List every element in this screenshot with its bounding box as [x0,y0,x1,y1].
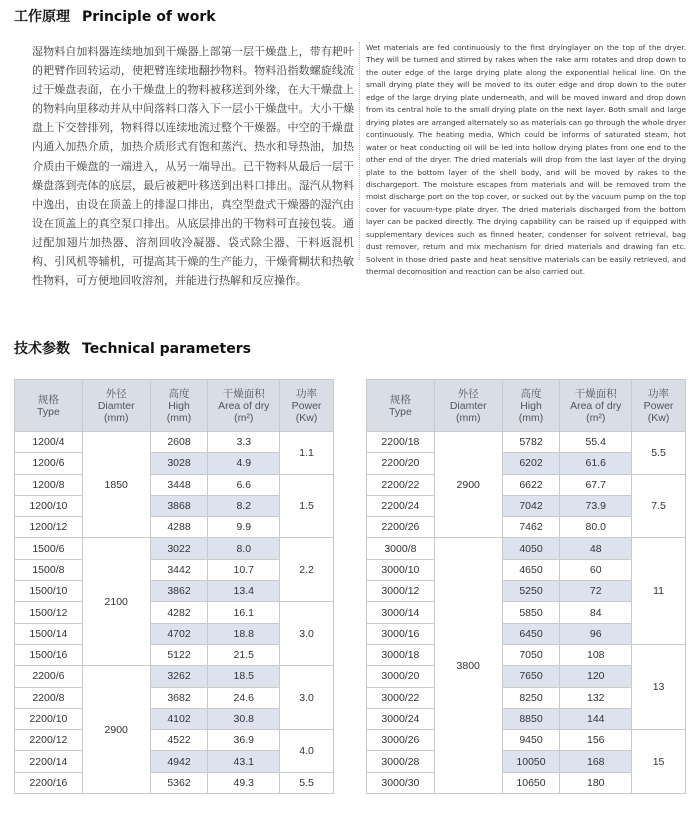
cell-high: 10050 [502,751,560,772]
header-text: Area of dry [570,399,622,412]
cell-type: 3000/24 [367,708,435,729]
cell-area: 55.4 [560,432,632,453]
cell-high: 4942 [150,751,208,772]
cell-area: 10.7 [208,559,280,580]
header-text: 功率 [648,387,670,400]
cell-area: 67.7 [560,474,632,495]
col-header-area [208,380,280,432]
header-text: 规格 [37,393,59,406]
cell-area: 61.6 [560,453,632,474]
cell-area: 21.5 [208,644,280,665]
cell-area: 96 [560,623,632,644]
cell-high: 3442 [150,559,208,580]
cell-area: 108 [560,644,632,665]
header-text: Area of dry [218,399,270,412]
header-text: Power [291,399,322,412]
cell-type: 1200/10 [15,495,83,516]
cell-high: 7042 [502,495,560,516]
col-header-diameter [82,380,150,432]
cell-type: 3000/14 [367,602,435,623]
table-row [15,432,334,453]
cell-high: 4522 [150,730,208,751]
cell-high: 3448 [150,474,208,495]
cell-high: 8250 [502,687,560,708]
cell-power: 3.0 [280,602,334,666]
cell-type: 3000/20 [367,666,435,687]
cell-type: 2200/12 [15,730,83,751]
cell-power: 1.1 [280,432,334,475]
cell-diameter: 3800 [434,538,502,794]
header-text: 外径 [105,387,127,400]
cell-type: 1500/6 [15,538,83,559]
cell-high: 5250 [502,581,560,602]
table-header-row [15,380,334,432]
header-text: (mm) [455,411,481,424]
cell-high: 4102 [150,708,208,729]
cell-area: 120 [560,666,632,687]
cell-type: 2200/6 [15,666,83,687]
cell-type: 2200/20 [367,453,435,474]
cell-area: 43.1 [208,751,280,772]
cell-area: 8.0 [208,538,280,559]
cell-type: 2200/14 [15,751,83,772]
cell-high: 5362 [150,772,208,793]
cell-type: 1500/16 [15,644,83,665]
col-header-high [502,380,560,432]
cell-area: 168 [560,751,632,772]
cell-type: 1500/14 [15,623,83,644]
header-text: (m²) [586,411,606,424]
cell-high: 5850 [502,602,560,623]
section-heading-principle [14,6,216,26]
cell-area: 84 [560,602,632,623]
header-text: Type [389,405,412,418]
heading-zh: 工作原理 [14,9,70,25]
cell-area: 3.3 [208,432,280,453]
cell-diameter: 1850 [82,432,150,538]
cell-power: 11 [632,538,686,644]
cell-high: 7050 [502,644,560,665]
cell-power: 15 [632,730,686,794]
header-text: 干燥面积 [574,387,617,400]
cell-area: 156 [560,730,632,751]
header-text: (mm) [166,411,192,424]
table-row [15,538,334,559]
cell-high: 7650 [502,666,560,687]
cell-area: 144 [560,708,632,729]
cell-high: 6622 [502,474,560,495]
cell-area: 18.8 [208,623,280,644]
header-text: 规格 [389,393,411,406]
table-row [367,432,686,453]
cell-area: 36.9 [208,730,280,751]
cell-diameter: 2900 [82,666,150,794]
cell-high: 3682 [150,687,208,708]
cell-type: 3000/26 [367,730,435,751]
cell-area: 4.9 [208,453,280,474]
header-text: 干燥面积 [222,387,265,400]
cell-high: 4050 [502,538,560,559]
header-text: Type [37,405,60,418]
col-header-diameter [434,380,502,432]
cell-type: 2200/10 [15,708,83,729]
cell-power: 2.2 [280,538,334,602]
header-text: Diamter [97,399,135,412]
cell-type: 2200/22 [367,474,435,495]
section-heading-parameters [14,338,251,358]
header-text: High [520,399,542,412]
cell-high: 3262 [150,666,208,687]
table-row [367,644,686,665]
table-row [367,538,686,559]
table-row [15,730,334,751]
cell-type: 3000/8 [367,538,435,559]
principle-text-zh: 湿物料自加料器连续地加到干燥器上部第一层干燥盘上，带有耙叶的耙臂作回转运动，使耙臂连续地翻抄物料。物料沿指数螺旋线流过干燥盘表面，在小干燥盘上的物料被移送到外缘，在大干燥盘上的物料向里移动并从中间落料口落入下一层小干燥盘中。大小干燥盘上下交替排列，物料得以连续地流过整个干燥器。中空的干燥盘内通入加热介质，加热介质形式有饱和蒸汽、热水和导热油，加热介质由干燥盘的一端进入，从另一端导出。已干物料从最后一层干燥盘落到壳体的底层，最后被耙叶移送到出料口排出。湿汽从物料中逸出，由设在顶盖上的排湿口排出，真空型盘式干燥器的湿汽由设在顶盖上的真空泵口排出。从底层排出的干物料可直接包装。通过配加翅片加热器、溶剂回收冷凝器、袋式除尘器、干料返混机构、引风机等辅机，可提高其干燥的生产能力，干燥膏糊状和热敏性物料，可方便地回收溶剂，并能进行热解和反应操作。 [32,45,354,288]
cell-type: 2200/26 [367,517,435,538]
header-text: 外径 [457,387,479,400]
cell-high: 5122 [150,644,208,665]
cell-high: 4282 [150,602,208,623]
header-text: 高度 [168,387,190,400]
header-text: (mm) [518,411,544,424]
col-header-power [280,380,334,432]
cell-area: 9.9 [208,517,280,538]
cell-area: 13.4 [208,581,280,602]
cell-area: 16.1 [208,602,280,623]
header-text: High [168,399,190,412]
cell-type: 2200/18 [367,432,435,453]
cell-area: 73.9 [560,495,632,516]
cell-high: 9450 [502,730,560,751]
header-text: (Kw) [647,411,670,424]
cell-type: 1200/4 [15,432,83,453]
cell-type: 2200/16 [15,772,83,793]
cell-area: 80.0 [560,517,632,538]
cell-high: 4702 [150,623,208,644]
header-text: (Kw) [295,411,318,424]
cell-power: 3.0 [280,666,334,730]
cell-high: 3868 [150,495,208,516]
cell-area: 6.6 [208,474,280,495]
cell-area: 24.6 [208,687,280,708]
cell-high: 8850 [502,708,560,729]
cell-area: 180 [560,772,632,793]
cell-high: 2608 [150,432,208,453]
table-row [367,730,686,751]
table-row [367,474,686,495]
header-text: Diamter [449,399,487,412]
cell-power: 4.0 [280,730,334,773]
cell-high: 10650 [502,772,560,793]
cell-area: 72 [560,581,632,602]
cell-area: 18.5 [208,666,280,687]
cell-type: 3000/18 [367,644,435,665]
cell-type: 3000/12 [367,581,435,602]
cell-area: 132 [560,687,632,708]
cell-high: 7462 [502,517,560,538]
cell-area: 30.8 [208,708,280,729]
cell-type: 3000/28 [367,751,435,772]
table-row [15,666,334,687]
cell-area: 49.3 [208,772,280,793]
header-text: 高度 [520,387,542,400]
cell-high: 3028 [150,453,208,474]
heading-en: Technical parameters [82,341,251,357]
cell-high: 6202 [502,453,560,474]
column-divider [359,42,360,260]
heading-zh: 技术参数 [14,341,70,357]
parameters-table-right [366,379,686,794]
cell-power: 7.5 [632,474,686,538]
table-row [15,772,334,793]
cell-power: 5.5 [632,432,686,475]
heading-en: Principle of work [82,9,216,25]
col-header-high [150,380,208,432]
col-header-type [15,380,83,432]
cell-type: 1200/8 [15,474,83,495]
cell-type: 1200/6 [15,453,83,474]
header-text: (m²) [234,411,254,424]
cell-power: 1.5 [280,474,334,538]
cell-power: 5.5 [280,772,334,793]
cell-high: 3022 [150,538,208,559]
cell-diameter: 2900 [434,432,502,538]
cell-type: 1500/8 [15,559,83,580]
cell-type: 1200/12 [15,517,83,538]
cell-high: 4288 [150,517,208,538]
header-text: Power [643,399,674,412]
cell-area: 60 [560,559,632,580]
col-header-power [632,380,686,432]
cell-power: 13 [632,644,686,729]
principle-text-en: Wet materials are fed continuously to the first dryinglayer on the top of the dryer. They will be turned and stirred by rakes when the rake arm rotates and drop down to the outer edge of the large drying plate along the exponential helical line. On the small drying plate they will be moved to its outer edge and drop down to the outer edge of the large drying plate underneath, and will be moved inward and drop down from its central hole to the small drying plate on the next layer. Both small and large drying plates are arranged alternately so as materials can go through the whole dryer continuously. The heating media, Which could be informs of saturated steam, hot water or heat conducting oil will be led into hollow drying plates from one end to the other end of the dryer. The dried materials will drop from the last layer of the drying plate to the bottom layer of the shell body, and will be moved by rakes to the dischargeport. The moisture escapes from materials and will be removed trom the moist discharge port on the top cover, or sucked out by the vacuum pump on the top cover for vacuum-type plate dryer. The dried materials discharged from the bottom layer can be packed directly. The drying capability can be raised up if equipped with supplementary devices such as finned heater, condenser for solvent retrieval, bag dust remover, return and mix mechanism for dried materials and drawing fan etc. Solvent in those dried paste and heat sensitive materials can be easily retrieved, and thermal decomosition and reaction can be also carried out. [366,43,686,277]
cell-type: 2200/8 [15,687,83,708]
cell-type: 3000/30 [367,772,435,793]
cell-area: 48 [560,538,632,559]
cell-type: 3000/22 [367,687,435,708]
cell-high: 6450 [502,623,560,644]
table-row [15,474,334,495]
cell-type: 1500/12 [15,602,83,623]
cell-high: 5782 [502,432,560,453]
cell-type: 3000/16 [367,623,435,644]
header-text: (mm) [103,411,129,424]
col-header-type [367,380,435,432]
cell-type: 2200/24 [367,495,435,516]
cell-high: 3862 [150,581,208,602]
header-text: 功率 [296,387,318,400]
table-header-row [367,380,686,432]
table-row [15,602,334,623]
cell-type: 3000/10 [367,559,435,580]
cell-diameter: 2100 [82,538,150,666]
cell-type: 1500/10 [15,581,83,602]
parameters-table-left [14,379,334,794]
cell-area: 8.2 [208,495,280,516]
col-header-area [560,380,632,432]
cell-high: 4650 [502,559,560,580]
